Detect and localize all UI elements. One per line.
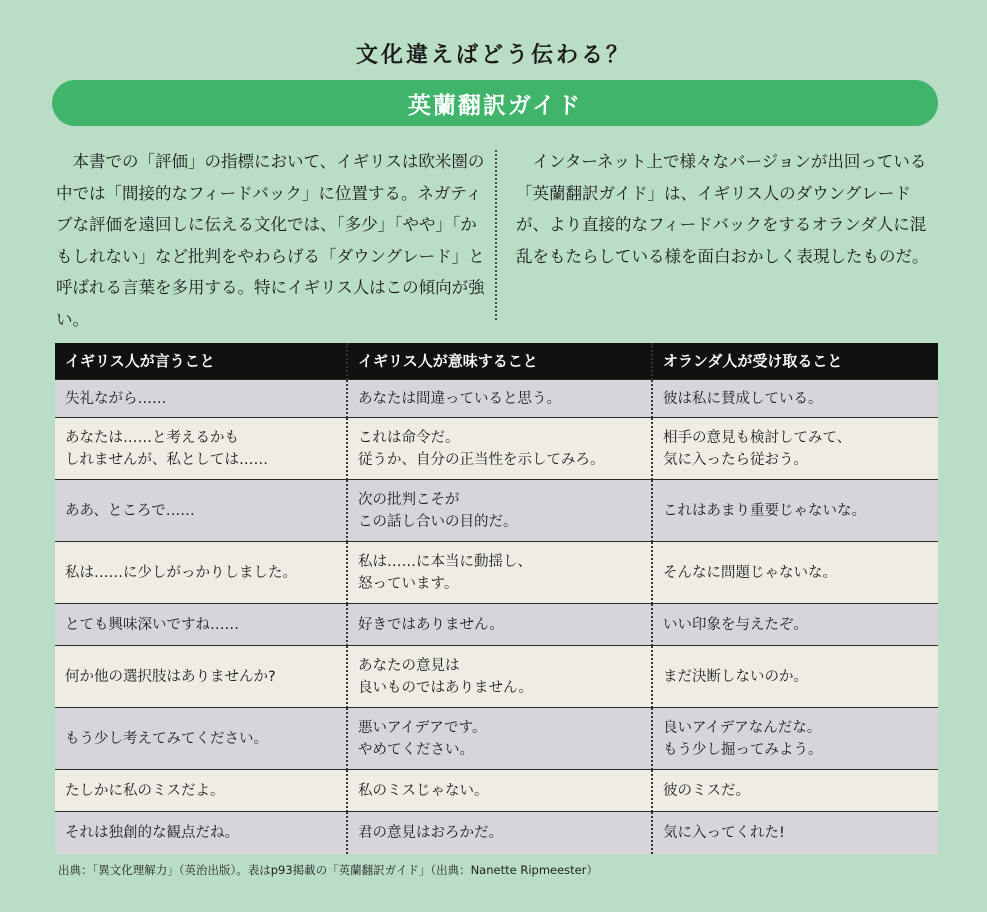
- cell-text-line: やめてください。: [358, 741, 474, 758]
- cell-text-line: たしかに私のミスだよ。: [65, 782, 225, 799]
- cell-text-line: これは命令だ。: [358, 429, 460, 446]
- cell-text-line: あなたは間違っていると思う。: [358, 390, 561, 407]
- source-note: 出典：「異文化理解力」（英治出版）。表はp93掲載の「英蘭翻訳ガイド」（出典：Nanette Ripmeester）: [58, 863, 598, 877]
- cell-british-mean: [347, 646, 652, 708]
- cell-dutch-understand: [652, 646, 938, 708]
- cell-dutch-understand: [652, 812, 938, 854]
- cell-dutch-understand: [652, 380, 938, 418]
- cell-text-line: これはあまり重要じゃないな。: [663, 502, 866, 519]
- cell-british-mean: [347, 770, 652, 812]
- intro-paragraph-left: 本書での「評価」の指標において、イギリスは欧米圏の中では「間接的なフィードバック」に位置する。ネガティブな評価を遠回しに伝える文化では、「多少」「やや」「かもしれない」など批判をやわらげる「ダウングレード」と呼ばれる言葉を多用する。特にイギリス人はこの傾向が強い。: [56, 152, 485, 329]
- cell-british-say: [55, 418, 347, 480]
- cell-british-mean: [347, 380, 652, 418]
- cell-british-mean: [347, 542, 652, 604]
- cell-text-line: いい印象を与えたぞ。: [663, 616, 808, 633]
- cell-british-say: [55, 812, 347, 854]
- cell-british-say: [55, 646, 347, 708]
- intro-column-left: [56, 146, 486, 335]
- cell-british-say: [55, 708, 347, 770]
- table-row: [55, 708, 938, 770]
- cell-text-line: 何か他の選択肢はありませんか?: [65, 668, 276, 685]
- cell-text-line: とても興味深いですね……: [65, 616, 239, 633]
- cell-british-say: [55, 480, 347, 542]
- cell-text-line: ああ、ところで……: [65, 502, 195, 519]
- table-row: [55, 604, 938, 646]
- cell-text-line: 好きではありません。: [358, 616, 504, 633]
- cell-text-line: あなたは……と考えるかも: [65, 429, 239, 446]
- cell-text-line: 良いものではありません。: [358, 679, 533, 696]
- cell-british-say: [55, 542, 347, 604]
- cell-dutch-understand: [652, 708, 938, 770]
- cell-british-say: [55, 380, 347, 418]
- header-dutch-understand: オランダ人が受け取ること: [652, 343, 938, 380]
- cell-british-mean: [347, 604, 652, 646]
- cell-text-line: あなたの意見は: [358, 657, 460, 674]
- table-row: [55, 812, 938, 854]
- translation-guide-table: [55, 343, 938, 854]
- cell-dutch-understand: [652, 604, 938, 646]
- cell-british-mean: [347, 708, 652, 770]
- cell-text-line: 悪いアイデアです。: [358, 719, 487, 736]
- cell-text-line: 怒っています。: [358, 575, 459, 592]
- cell-text-line: 従うか、自分の正当性を示してみろ。: [358, 451, 605, 468]
- header-british-say: イギリス人が言うこと: [55, 343, 347, 380]
- cell-text-line: 彼は私に賛成している。: [663, 390, 823, 407]
- cell-british-mean: [347, 418, 652, 480]
- table-row: [55, 770, 938, 812]
- intro-column-right: [516, 146, 940, 272]
- cell-text-line: もう少し掘ってみよう。: [663, 741, 823, 758]
- cell-text-line: 相手の意見も検討してみて、: [663, 429, 852, 446]
- title-banner: [52, 80, 938, 126]
- cell-text-line: 失礼ながら……: [65, 390, 167, 407]
- cell-dutch-understand: [652, 418, 938, 480]
- cell-text-line: それは独創的な観点だね。: [65, 824, 239, 841]
- table-row: [55, 542, 938, 604]
- cell-british-mean: [347, 812, 652, 854]
- cell-text-line: そんなに問題じゃないな。: [663, 564, 837, 581]
- cell-text-line: 良いアイデアなんだな。: [663, 719, 822, 736]
- table-row: [55, 380, 938, 418]
- cell-dutch-understand: [652, 770, 938, 812]
- cell-text-line: 彼のミスだ。: [663, 782, 750, 799]
- cell-text-line: まだ決断しないのか。: [663, 668, 808, 685]
- cell-british-say: [55, 770, 347, 812]
- cell-text-line: この話し合いの目的だ。: [358, 513, 518, 530]
- cell-text-line: 私は……に本当に動揺し、: [358, 553, 532, 570]
- cell-british-mean: [347, 480, 652, 542]
- banner-title: 英蘭翻訳ガイド: [407, 92, 583, 119]
- cell-text-line: もう少し考えてみてください。: [65, 730, 268, 747]
- table-row: [55, 480, 938, 542]
- cell-text-line: しれませんが、私としては……: [65, 451, 268, 468]
- table-row: [55, 646, 938, 708]
- intro-paragraph-right: インターネット上で様々なバージョンが出回っている「英蘭翻訳ガイド」は、イギリス人のダウングレードが、より直接的なフィードバックをするオランダ人に混乱をもたらしている様を面白おかしく表現したものだ。: [516, 152, 929, 266]
- cell-text-line: 私は……に少しがっかりしました。: [65, 564, 297, 581]
- column-divider: [495, 150, 497, 320]
- cell-dutch-understand: [652, 480, 938, 542]
- cell-text-line: 気に入ってくれた!: [663, 824, 785, 841]
- table-header-row: [55, 343, 938, 380]
- cell-text-line: 気に入ったら従おう。: [663, 451, 808, 468]
- cell-british-say: [55, 604, 347, 646]
- header-british-mean: イギリス人が意味すること: [347, 343, 652, 380]
- cell-text-line: 私のミスじゃない。: [358, 782, 489, 799]
- kicker-heading: 文化違えばどう伝わる？: [355, 43, 631, 68]
- table-row: [55, 418, 938, 480]
- cell-text-line: 次の批判こそが: [358, 491, 460, 508]
- cell-text-line: 君の意見はおろかだ。: [358, 824, 503, 841]
- cell-dutch-understand: [652, 542, 938, 604]
